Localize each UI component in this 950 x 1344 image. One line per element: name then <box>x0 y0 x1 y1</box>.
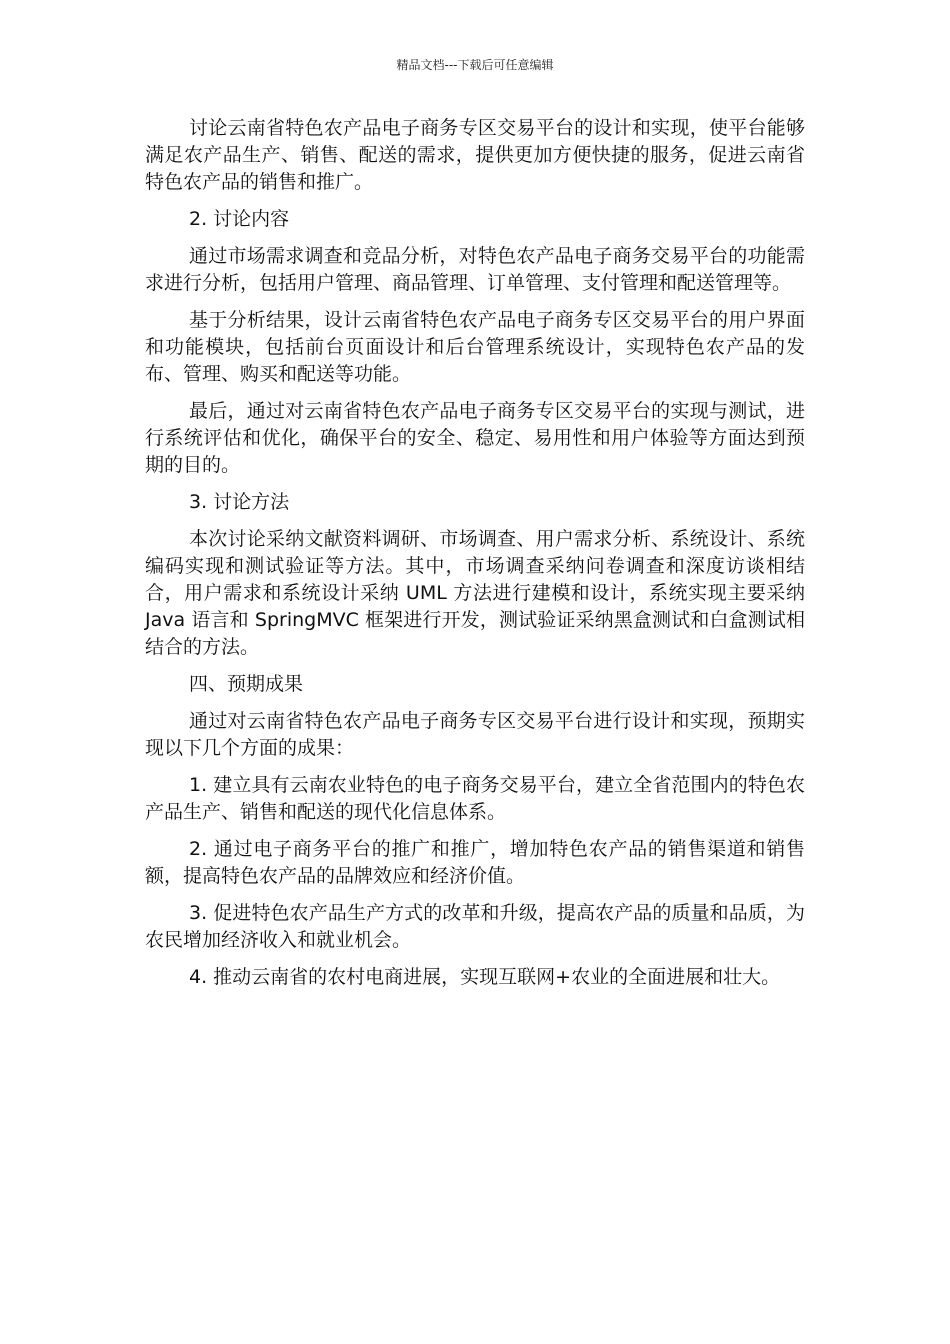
paragraph-content-2: 基于分析结果，设计云南省特色农产品电子商务专区交易平台的用户界面和功能模块，包括前台页面设计和后台管理系统设计，实现特色农产品的发布、管理、购买和配送等功能。 <box>145 309 805 385</box>
paragraph-result-3: 3. 促进特色农产品生产方式的改革和升级，提高农产品的质量和品质，为农民增加经济收入和就业机会。 <box>145 902 805 951</box>
paragraph-results-intro: 通过对云南省特色农产品电子商务专区交易平台进行设计和实现，预期实现以下几个方面的成果： <box>145 710 805 759</box>
paragraph-content-1: 通过市场需求调查和竞品分析，对特色农产品电子商务交易平台的功能需求进行分析，包括用户管理、商品管理、订单管理、支付管理和配送管理等。 <box>145 245 805 294</box>
heading-research-method: 3. 讨论方法 <box>189 491 290 513</box>
paragraph-result-2: 2. 通过电子商务平台的推广和推广，增加特色农产品的销售渠道和销售额，提高特色农产品的品牌效应和经济价值。 <box>145 838 805 887</box>
heading-expected-results: 四、预期成果 <box>189 673 304 695</box>
document-body <box>145 115 805 1001</box>
paragraph-result-4: 4. 推动云南省的农村电商进展，实现互联网+农业的全面进展和壮大。 <box>189 966 781 988</box>
heading-research-content: 2. 讨论内容 <box>189 208 290 230</box>
paragraph-method: 本次讨论采纳文献资料调研、市场调查、用户需求分析、系统设计、系统编码实现和测试验证等方法。其中，市场调查采纳问卷调查和深度访谈相结合，用户需求和系统设计采纳 UML 方法进行建模和设计，系统实现主要采纳 Java 语言和 SpringMVC 框架进行开发，测试验证采纳黑盒测试和白盒测试相结合的方法。 <box>145 528 805 658</box>
paragraph-content-3: 最后，通过对云南省特色农产品电子商务专区交易平台的实现与测试，进行系统评估和优化，确保平台的安全、稳定、易用性和用户体验等方面达到预期的目的。 <box>145 400 805 476</box>
page-header: 精品文档---下载后可任意编辑 <box>396 58 554 72</box>
paragraph-result-1: 1. 建立具有云南农业特色的电子商务交易平台，建立全省范围内的特色农产品生产、销售和配送的现代化信息体系。 <box>145 774 805 823</box>
paragraph-intro: 讨论云南省特色农产品电子商务专区交易平台的设计和实现，使平台能够满足农产品生产、销售、配送的需求，提供更加方便快捷的服务，促进云南省特色农产品的销售和推广。 <box>145 117 805 193</box>
